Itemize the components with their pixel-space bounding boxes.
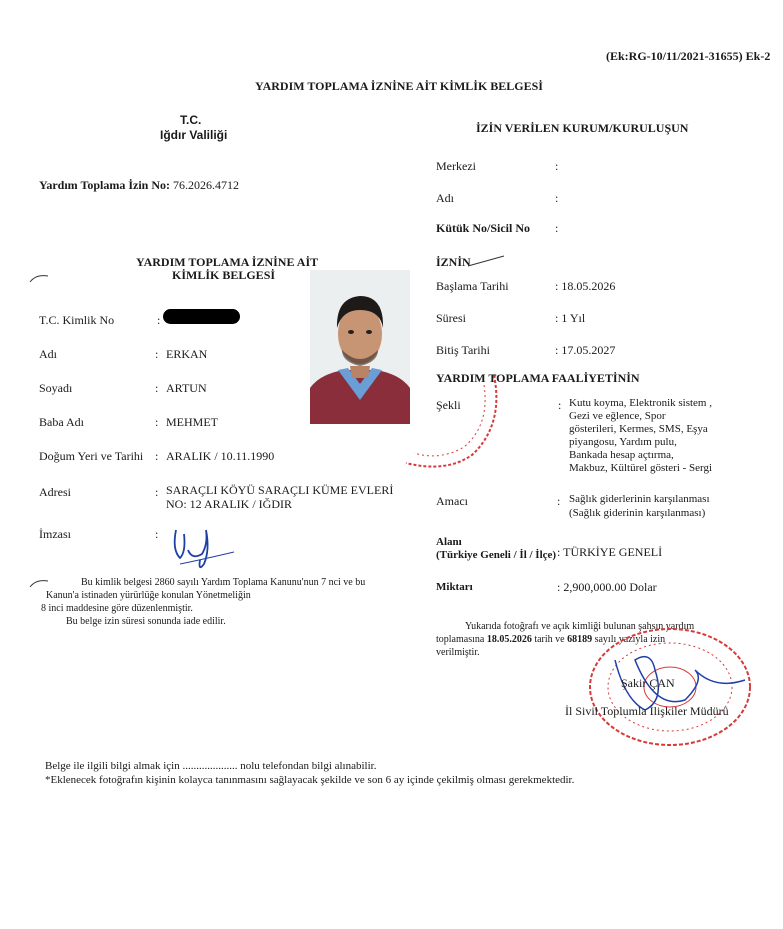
end-date-value: : 17.05.2027 [555, 343, 616, 357]
activity-type-label: Şekli [436, 398, 461, 412]
signer-name: Şakir ÇAN [621, 676, 675, 690]
end-date-label: Bitiş Tarihi [436, 343, 490, 357]
area-value: : TÜRKİYE GENELİ [557, 545, 663, 559]
purpose-line2: (Sağlık giderinin karşılanması) [569, 507, 706, 519]
card-title-line1: YARDIM TOPLAMA İZNİNE AİT [136, 255, 319, 269]
area-label-line2: (Türkiye Geneli / İl / İlçe) [436, 549, 557, 561]
legal-text-line2: Kanun'a istinaden yürürlüğe konulan Yönetmeliğin [46, 590, 251, 601]
purpose-label: Amacı [436, 494, 468, 508]
activity-type-line: Kutu koyma, Elektronik sistem , [569, 397, 712, 409]
reference-number: (Ek:RG-10/11/2021-31655) Ek-2 [606, 49, 771, 63]
valilik-label: Iğdır Valiliği [160, 128, 228, 142]
legal-text-line1: Bu kimlik belgesi 2860 sayılı Yardım Toplama Kanunu'nun 7 nci ve bu [81, 577, 366, 588]
activity-type-line: Gezi ve eğlence, Spor [569, 410, 666, 422]
card-title-line2: KİMLİK BELGESİ [172, 268, 276, 282]
heading-stroke-icon [468, 256, 508, 268]
corner-mark-icon [28, 577, 50, 589]
redacted-tc-number [163, 309, 240, 324]
surname-value: ARTUN [166, 381, 207, 395]
permit-number-label: Yardım Toplama İzin No: [39, 178, 171, 192]
father-name-label: Baba Adı [39, 415, 84, 429]
tc-kimlik-sep: : [157, 313, 161, 327]
amount-label: Miktarı [436, 581, 473, 593]
approval-text-part: sayılı yazıyla izin [592, 634, 666, 645]
permit-number-value: 76.2026.4712 [173, 178, 240, 192]
father-name-value: MEHMET [166, 415, 218, 429]
approval-number: 68189 [567, 634, 593, 645]
duration-value: : 1 Yıl [555, 311, 586, 325]
institution-heading: İZİN VERİLEN KURUM/KURULUŞUN [476, 121, 689, 135]
tc-label: T.C. [180, 113, 202, 127]
approval-text-line1: Yukarıda fotoğrafı ve açık kimliği bulunan şahsın yardım [465, 621, 695, 632]
legal-text-line4: Bu belge izin süresi sonunda iade edilir. [66, 616, 226, 627]
activity-type-line: piyangosu, Yardım pulu, [569, 436, 677, 448]
signature-sep: : [155, 527, 159, 541]
first-name-value: ERKAN [166, 347, 208, 361]
address-line1: SARAÇLI KÖYÜ SARAÇLI KÜME EVLERİ [166, 483, 394, 497]
institution-name-value: : [555, 191, 559, 205]
activity-type-line: gösterileri, Kermes, SMS, Eşya [569, 423, 708, 435]
signature-label: İmzası [39, 527, 71, 541]
merkezi-label: Merkezi [436, 159, 476, 173]
permit-number [39, 178, 239, 193]
permit-heading: İZNİN [436, 255, 471, 269]
first-name-label: Adı [39, 347, 57, 361]
birth-label: Doğum Yeri ve Tarihi [39, 449, 144, 463]
footer-photo-note: *Eklenecek fotoğrafın kişinin kolayca tanınmasını sağlayacak şekilde ve son 6 ay içinde çekilmiş olması gerekmektedir. [45, 774, 575, 786]
approval-text-line3: verilmiştir. [436, 647, 480, 658]
approval-date: 18.05.2026 [486, 634, 532, 645]
area-label-line1: Alanı [436, 536, 462, 548]
approval-text-part: tarih ve [531, 634, 568, 645]
legal-text-line3: 8 inci maddesine göre düzenlenmiştir. [41, 603, 193, 614]
birth-sep: : [155, 449, 159, 463]
document-title: YARDIM TOPLAMA İZNİNE AİT KİMLİK BELGESİ [255, 79, 543, 93]
surname-label: Soyadı [39, 381, 73, 395]
purpose-sep: : [557, 494, 561, 508]
father-name-sep: : [155, 415, 159, 429]
address-line2: NO: 12 ARALIK / IĞDIR [166, 497, 292, 511]
surname-sep: : [155, 381, 159, 395]
corner-mark-icon [28, 272, 50, 284]
merkezi-value: : [555, 159, 559, 173]
holder-signature-icon [170, 520, 240, 570]
address-sep: : [155, 485, 159, 499]
amount-value: : 2,900,000.00 Dolar [557, 580, 657, 594]
activity-heading: YARDIM TOPLAMA FAALİYETİNİN [436, 371, 640, 385]
activity-type-line: Bankada hesap açtırma, [569, 449, 674, 461]
activity-type-line: Makbuz, Kültürel gösteri - Sergi [569, 462, 713, 474]
start-date-value: : 18.05.2026 [555, 279, 616, 293]
tc-kimlik-label: T.C. Kimlik No [39, 313, 115, 327]
birth-value: ARALIK / 10.11.1990 [166, 449, 275, 463]
purpose-line1: Sağlık giderlerinin karşılanması [569, 493, 710, 505]
signer-title: İl Sivil Toplumla İlişkiler Müdürü [565, 704, 729, 718]
first-name-sep: : [155, 347, 159, 361]
approval-text-part: toplamasına [436, 634, 487, 645]
kutuk-value: : [555, 221, 559, 235]
address-label: Adresi [39, 485, 71, 499]
kutuk-label: Kütük No/Sicil No [436, 221, 531, 235]
start-date-label: Başlama Tarihi [436, 279, 509, 293]
footer-info-line: Belge ile ilgili bilgi almak için .................... nolu telefondan bilgi alınabilir. [45, 760, 377, 772]
activity-type-list [569, 397, 712, 475]
activity-type-sep: : [558, 398, 562, 412]
duration-label: Süresi [436, 311, 466, 325]
institution-name-label: Adı [436, 191, 454, 205]
